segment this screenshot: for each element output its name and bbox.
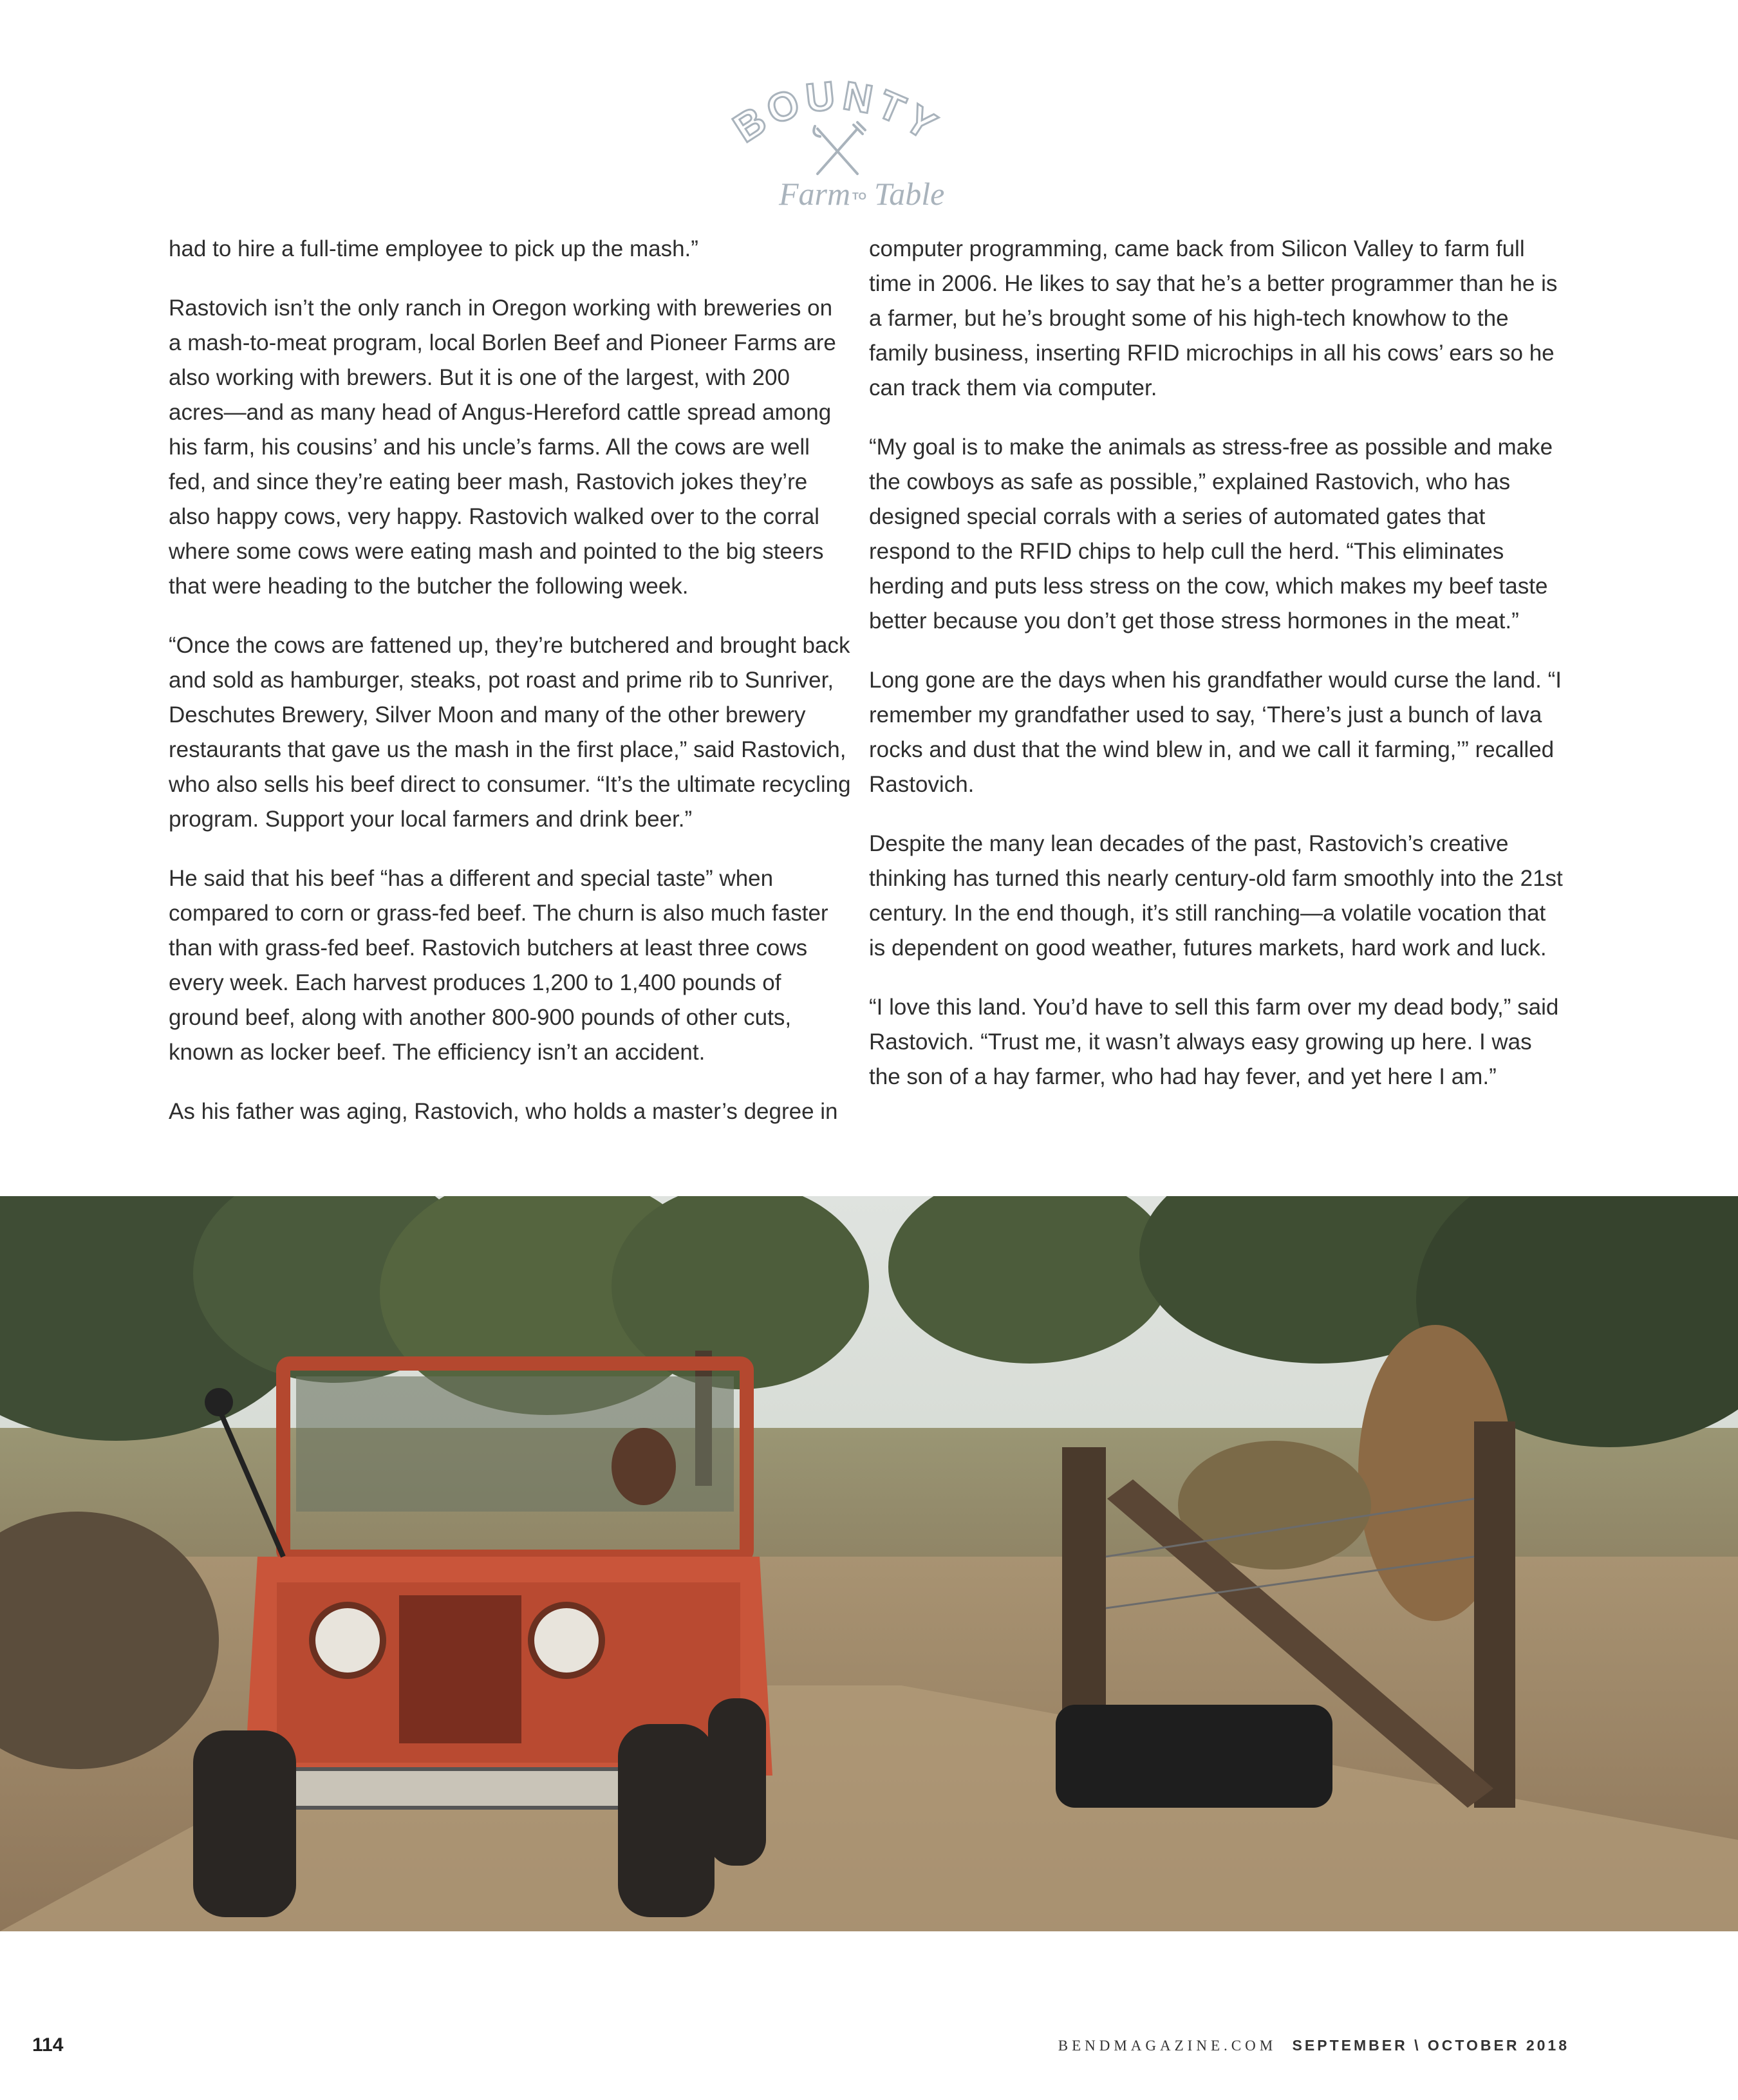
- bounty-logo-graphic: [715, 77, 959, 212]
- article-column-right: [869, 232, 1564, 1119]
- footer-site: BENDMAGAZINE.COM: [1058, 2038, 1277, 2054]
- paragraph: As his father was aging, Rastovich, who holds a master’s degree in: [169, 1099, 838, 1124]
- logo-tagline-left: Farm: [779, 176, 851, 212]
- paragraph: had to hire a full-time employee to pick up the mash.”: [169, 236, 698, 261]
- paragraph: “I love this land. You’d have to sell this farm over my dead body,” said Rastovich. “Trust me, it wasn’t always easy growing up here. I was the son of a hay farmer, who had hay fever, and yet here I am.”: [869, 995, 1559, 1089]
- article-photo: [0, 1196, 1738, 1931]
- paragraph: Long gone are the days when his grandfather would curse the land. “I remember my grandfather used to say, ‘There’s just a bunch of lava rocks and dust that the wind blew in, and we call it farming,’” recalled Rastovich.: [869, 668, 1562, 797]
- paragraph: computer programming, came back from Silicon Valley to farm full time in 2006. He likes to say that he’s a better programmer than he is a farmer, but he’s brought some of his high-tech knowhow to the family business, inserting RFID microchips in all his cows’ ears so he can track them via computer.: [869, 236, 1558, 400]
- paragraph: “My goal is to make the animals as stress-free as possible and make the cowboys as safe as possible,” explained Rastovich, who has designed special corrals with a series of automated gates that respond to the RFID chips to help cull the herd. “This eliminates herding and puts less stress on the cow, which makes my beef taste better because you don’t get those stress hormones in the meat.”: [869, 435, 1553, 633]
- section-logo: [715, 77, 959, 212]
- footer-issue: SEPTEMBER \ OCTOBER 2018: [1292, 2037, 1569, 2054]
- logo-tagline-mid: TO: [852, 191, 866, 202]
- paragraph: Despite the many lean decades of the past, Rastovich’s creative thinking has turned this nearly century-old farm smoothly into the 21st century. In the end though, it’s still ranching—a volatile vocation that is dependent on good weather, futures markets, hard work and luck.: [869, 831, 1563, 961]
- paragraph: Rastovich isn’t the only ranch in Oregon working with breweries on a mash-to-meat program, local Borlen Beef and Pioneer Farms are also working with brewers. But it is one of the largest, with 200 acres—and as many head of Angus-Hereford cattle spread among his farm, his cousins’ and his uncle’s farms. All the cows are well fed, and since they’re eating beer mash, Rastovich jokes they’re also happy cows, very happy. Rastovich walked over to the corral where some cows were eating mash and pointed to the big steers that were heading to the butcher the following week.: [169, 295, 836, 599]
- footer-publication: [1058, 2037, 1569, 2054]
- jeep-photo-illustration: [0, 1196, 1738, 1931]
- fork-knife-icon: [814, 122, 865, 174]
- page-number: 114: [32, 2034, 64, 2056]
- logo-tagline-right: Table: [874, 176, 945, 212]
- article-column-left: [169, 232, 851, 1154]
- paragraph: He said that his beef “has a different and special taste” when compared to corn or grass-fed beef. The churn is also much faster than with grass-fed beef. Rastovich butchers at least three cows every week. Each harvest produces 1,200 to 1,400 pounds of ground beef, along with another 800-900 pounds of other cuts, known as locker beef. The efficiency isn’t an accident.: [169, 866, 828, 1065]
- logo-word: BOUNTY: [725, 77, 948, 151]
- paragraph: “Once the cows are fattened up, they’re butchered and brought back and sold as hamburger, steaks, pot roast and prime rib to Sunriver, Deschutes Brewery, Silver Moon and many of the other brewery restaurants that gave us the mash in the first place,” said Rastovich, who also sells his beef direct to consumer. “It’s the ultimate recycling program. Support your local farmers and drink beer.”: [169, 633, 851, 832]
